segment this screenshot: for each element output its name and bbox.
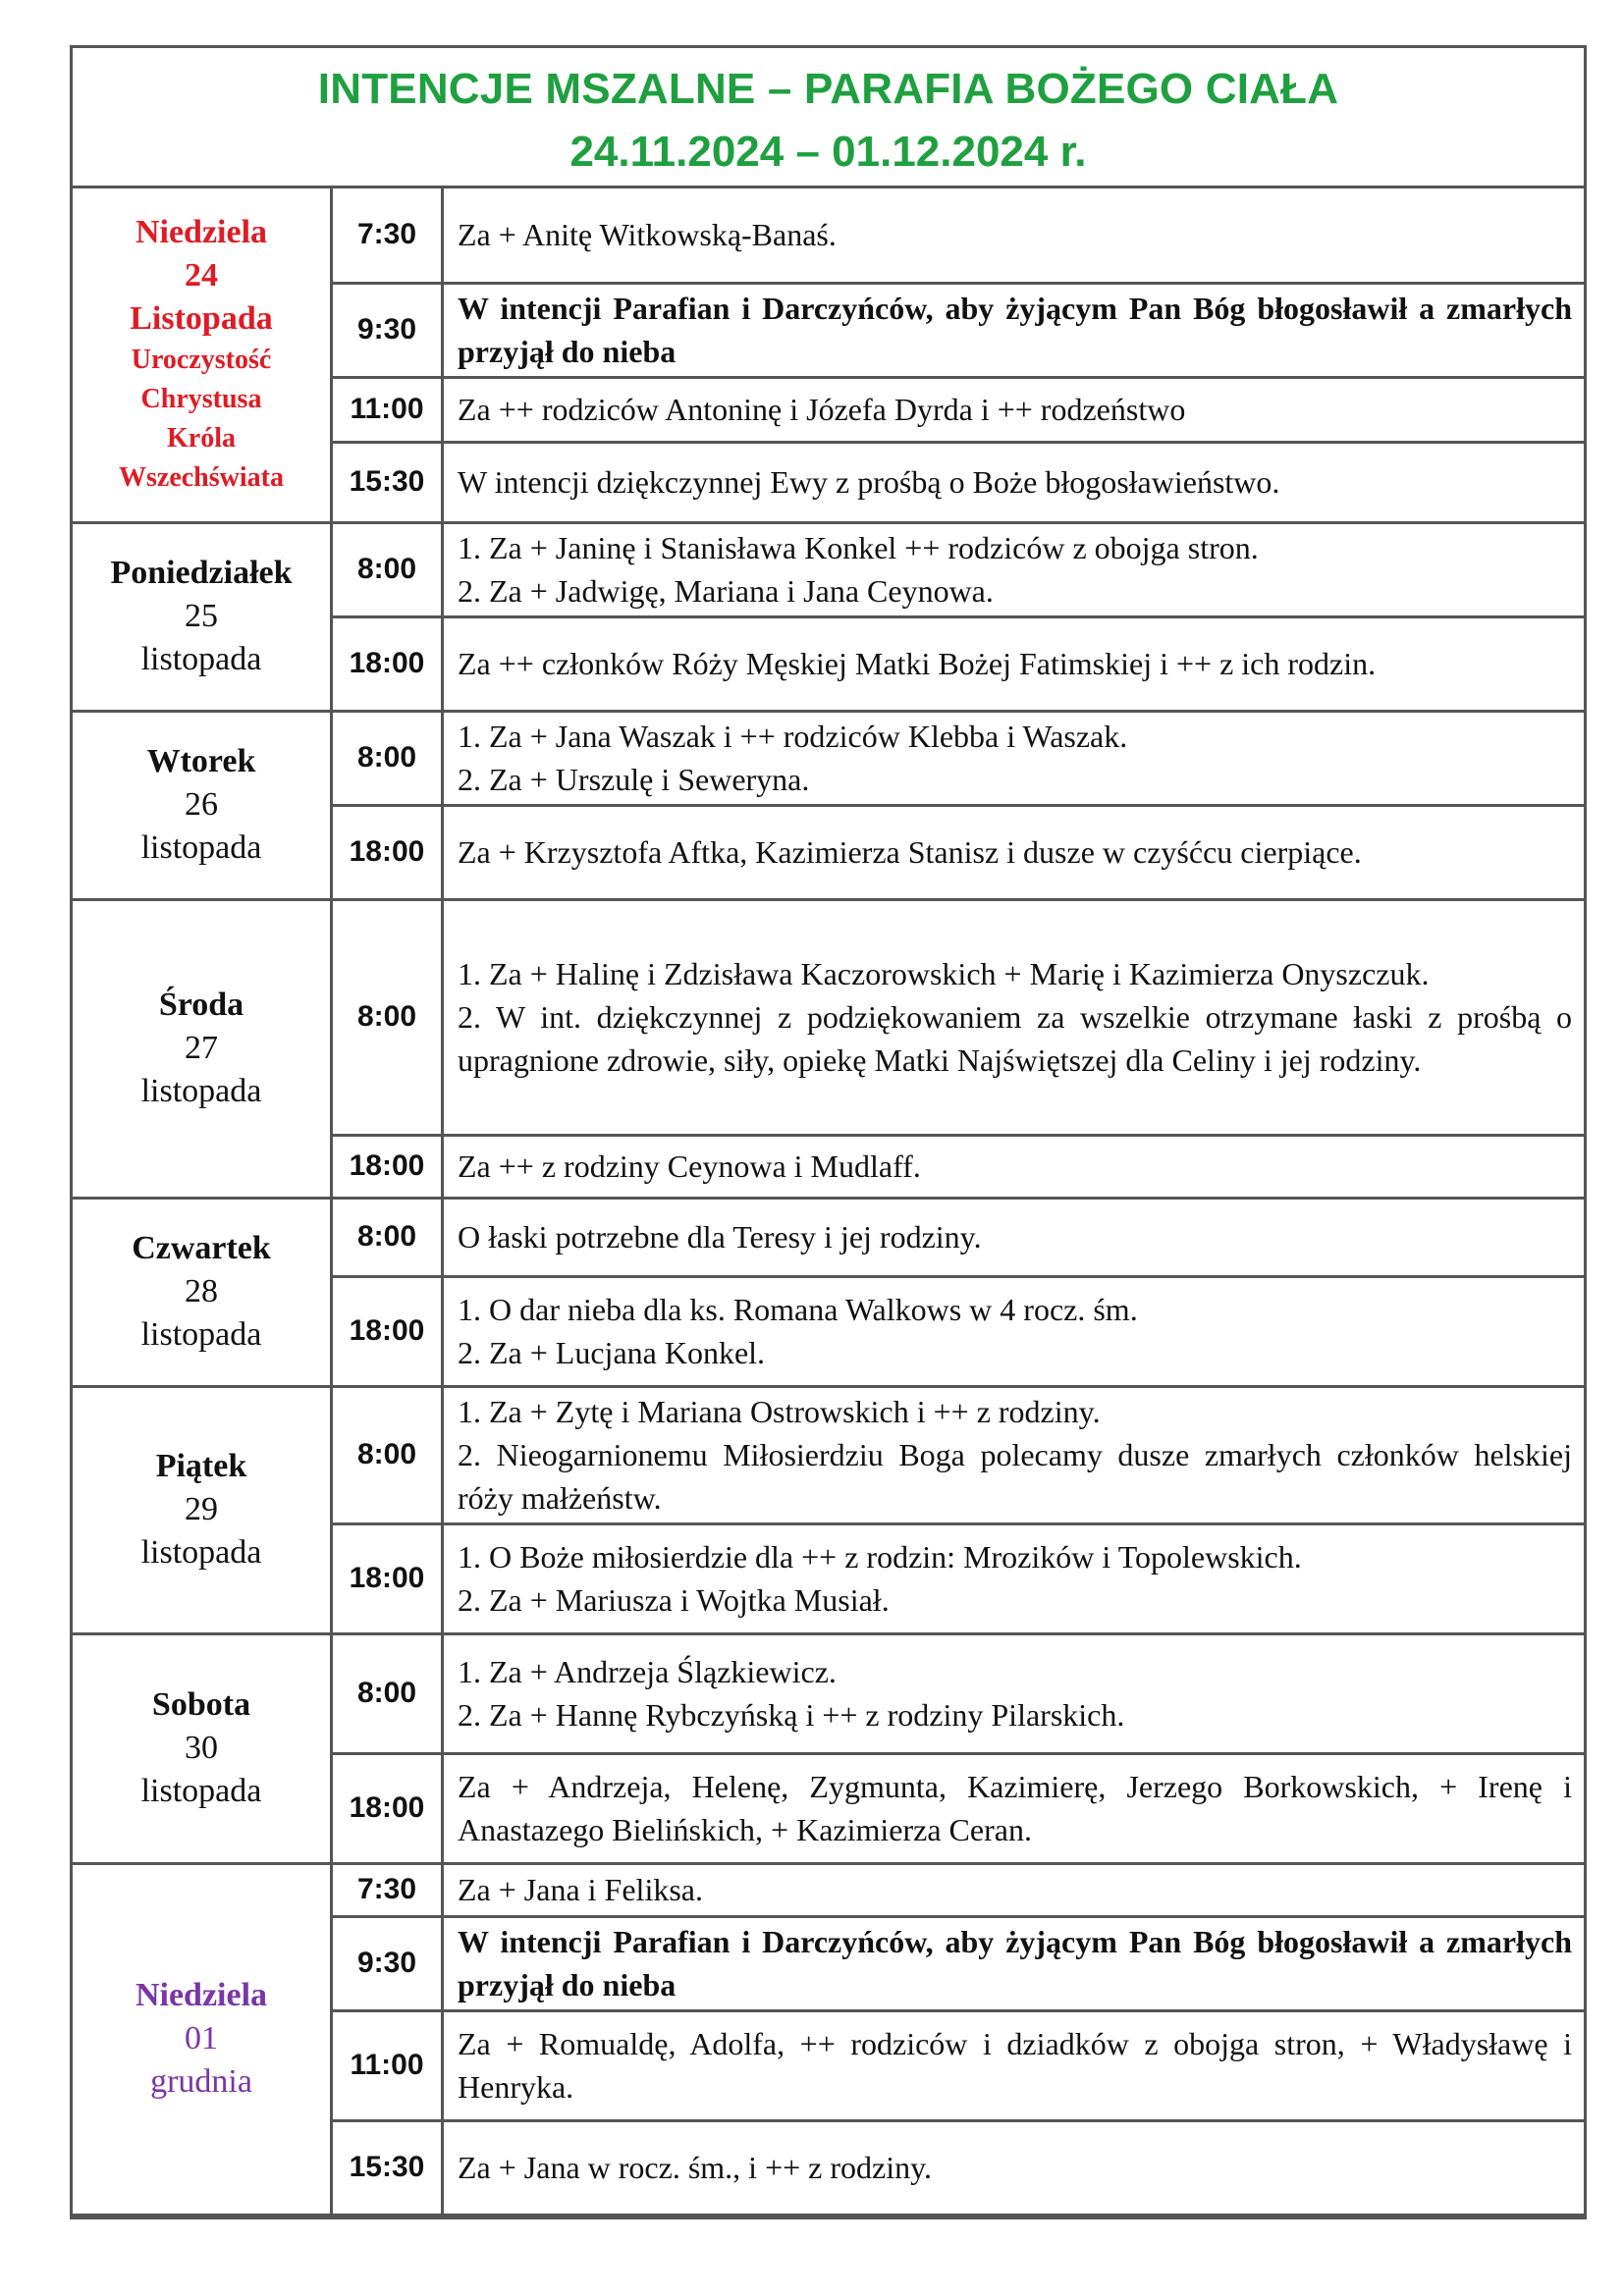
mass-time: 18:00 — [332, 1276, 443, 1386]
mass-intention — [443, 377, 1585, 442]
mass-time: 7:30 — [332, 188, 443, 283]
day-cell-thursday — [73, 1198, 332, 1386]
mass-intention — [443, 1753, 1585, 1863]
day-month: listopada — [140, 829, 262, 866]
mass-time: 8:00 — [332, 1633, 443, 1753]
intentions-sheet — [70, 45, 1587, 2219]
intention-line: 1. O Boże miłosierdzie dla ++ z rodzin: Mrozików i Topolewskich. — [458, 1539, 1302, 1575]
mass-time: 8:00 — [332, 899, 443, 1135]
mass-time: 8:00 — [332, 522, 443, 616]
intentions-table — [73, 188, 1584, 2216]
intention-line: 2. Za + Urszulę i Seweryna. — [458, 762, 810, 797]
day-number: 29 — [185, 1491, 218, 1527]
intention-line: 2. Nieogarnionemu Miłosierdziu Boga polecamy dusze zmarłych członków helskiej róży małżeństw. — [458, 1437, 1572, 1516]
day-number: 24 — [185, 257, 218, 294]
day-name: Poniedziałek — [110, 555, 293, 591]
mass-intention — [443, 711, 1585, 805]
mass-intention — [443, 1276, 1585, 1386]
intention-line: Za ++ z rodziny Ceynowa i Mudlaff. — [458, 1148, 921, 1184]
day-number: 25 — [185, 598, 218, 634]
day-cell-sunday-01 — [73, 1863, 332, 2215]
day-name: Środa — [158, 987, 244, 1023]
table-row — [73, 1198, 1584, 1276]
table-row — [73, 1386, 1584, 1523]
day-cell-monday — [73, 522, 332, 711]
day-number: 26 — [185, 786, 218, 823]
day-name: Wtorek — [146, 743, 256, 779]
intention-line: 2. Za + Lucjana Konkel. — [458, 1335, 766, 1370]
mass-time: 18:00 — [332, 616, 443, 711]
mass-time: 9:30 — [332, 283, 443, 377]
mass-time: 8:00 — [332, 711, 443, 805]
intention-line: Za + Romualdę, Adolfa, ++ rodziców i dziadków z obojga stron, + Władysławę i Henryka. — [458, 2026, 1572, 2105]
intention-line: Za ++ członków Róży Męskiej Matki Bożej Fatimskiej i ++ z ich rodzin. — [458, 646, 1377, 681]
table-row — [73, 1633, 1584, 1753]
day-name: Czwartek — [132, 1230, 271, 1266]
day-name: Niedziela — [135, 1977, 268, 2013]
day-name: Piątek — [155, 1448, 247, 1484]
mass-time: 9:30 — [332, 1916, 443, 2010]
intention-line: Za ++ rodziców Antoninę i Józefa Dyrda i ++ rodzeństwo — [458, 392, 1186, 427]
mass-intention — [443, 1135, 1585, 1198]
intention-line: 2. Za + Hannę Rybczyńską i ++ z rodziny Pilarskich. — [458, 1697, 1125, 1733]
day-month: listopada — [140, 1534, 262, 1571]
intention-line: 1. Za + Zytę i Mariana Ostrowskich i ++ z rodziny. — [458, 1394, 1101, 1429]
mass-intention — [443, 2010, 1585, 2120]
table-row — [73, 522, 1584, 616]
mass-intention — [443, 616, 1585, 711]
feast-line: Wszechświata — [119, 462, 284, 494]
mass-intention — [443, 442, 1585, 522]
intention-line: Za + Andrzeja, Helenę, Zygmunta, Kazimierę, Jerzego Borkowskich, + Irenę i Anastazego Bielińskich, + Kazimierza Ceran. — [458, 1769, 1572, 1847]
intention-line: Za + Jana w rocz. śm., i ++ z rodziny. — [458, 2150, 933, 2185]
day-cell-sunday-24 — [73, 188, 332, 522]
mass-intention — [443, 283, 1585, 377]
intention-line: Za + Krzysztofa Aftka, Kazimierza Stanisz i dusze w czyśćcu cierpiące. — [458, 834, 1362, 870]
mass-time: 18:00 — [332, 1753, 443, 1863]
intention-line: W intencji dziękczynnej Ewy z prośbą o Boże błogosławieństwo. — [458, 464, 1280, 500]
day-month: listopada — [140, 1073, 262, 1109]
mass-intention — [443, 1633, 1585, 1753]
mass-time: 18:00 — [332, 805, 443, 899]
day-month: grudnia — [150, 2063, 252, 2100]
day-number: 30 — [185, 1730, 218, 1766]
intention-line: 2. W int. dziękczynnej z podziękowaniem za wszelkie otrzymane łaski z prośbą o upragnione zdrowie, siły, opiekę Matki Najświętszej dla Celiny i jej rodziny. — [458, 999, 1572, 1078]
table-row — [73, 188, 1584, 283]
day-month: Listopada — [130, 300, 273, 338]
mass-intention — [443, 805, 1585, 899]
day-cell-tuesday — [73, 711, 332, 899]
mass-time: 18:00 — [332, 1135, 443, 1198]
intention-line: Za + Jana i Feliksa. — [458, 1872, 703, 1907]
day-cell-wednesday — [73, 899, 332, 1198]
table-row — [73, 711, 1584, 805]
sheet-header — [73, 48, 1584, 188]
intention-line: 1. Za + Janinę i Stanisława Konkel ++ rodziców z obojga stron. — [458, 530, 1259, 565]
intention-line: 1. O dar nieba dla ks. Romana Walkows w 4 rocz. śm. — [458, 1292, 1138, 1327]
mass-time: 15:30 — [332, 442, 443, 522]
mass-time: 11:00 — [332, 377, 443, 442]
table-row — [73, 1863, 1584, 1916]
mass-intention — [443, 2120, 1585, 2215]
page-title: INTENCJE MSZALNE – PARAFIA BOŻEGO CIAŁA — [317, 65, 1339, 113]
intention-line: 2. Za + Jadwigę, Mariana i Jana Ceynowa. — [458, 573, 994, 609]
intention-line: O łaski potrzebne dla Teresy i jej rodziny. — [458, 1219, 982, 1255]
mass-intention — [443, 188, 1585, 283]
intention-line: 1. Za + Jana Waszak i ++ rodziców Klebba i Waszak. — [458, 719, 1128, 754]
mass-time: 8:00 — [332, 1386, 443, 1523]
mass-intention — [443, 522, 1585, 616]
intention-line: 1. Za + Halinę i Zdzisława Kaczorowskich + Marię i Kazimierza Onyszczuk. — [458, 956, 1430, 991]
day-month: listopada — [140, 641, 262, 677]
day-month: listopada — [140, 1773, 262, 1809]
day-name: Niedziela — [135, 214, 268, 251]
mass-intention — [443, 1916, 1585, 2010]
day-month: listopada — [140, 1316, 262, 1353]
feast-line: Króla — [167, 423, 236, 454]
table-row — [73, 899, 1584, 1135]
feast-line: Uroczystość — [131, 345, 272, 376]
intention-line: Za + Anitę Witkowską-Banaś. — [458, 217, 837, 253]
day-number: 28 — [185, 1273, 218, 1309]
mass-intention — [443, 1863, 1585, 1916]
mass-time: 18:00 — [332, 1523, 443, 1633]
day-cell-friday — [73, 1386, 332, 1633]
day-number: 27 — [185, 1030, 218, 1066]
mass-time: 11:00 — [332, 2010, 443, 2120]
mass-intention — [443, 1386, 1585, 1523]
intention-line: W intencji Parafian i Darczyńców, aby żyjącym Pan Bóg błogosławił a zmarłych przyjął do nieba — [458, 291, 1572, 369]
day-number: 01 — [185, 2020, 218, 2056]
intention-line: 2. Za + Mariusza i Wojtka Musiał. — [458, 1582, 890, 1618]
mass-intention — [443, 899, 1585, 1135]
mass-time: 7:30 — [332, 1863, 443, 1916]
mass-intention — [443, 1198, 1585, 1276]
feast-line: Chrystusa — [140, 384, 262, 415]
mass-time: 8:00 — [332, 1198, 443, 1276]
intention-line: 1. Za + Andrzeja Ślązkiewicz. — [458, 1654, 837, 1689]
day-name: Sobota — [151, 1686, 251, 1723]
date-range: 24.11.2024 – 01.12.2024 r. — [569, 128, 1087, 176]
intention-line: W intencji Parafian i Darczyńców, aby żyjącym Pan Bóg błogosławił a zmarłych przyjął do nieba — [458, 1924, 1572, 2002]
mass-intention — [443, 1523, 1585, 1633]
mass-time: 15:30 — [332, 2120, 443, 2215]
day-cell-saturday — [73, 1633, 332, 1863]
